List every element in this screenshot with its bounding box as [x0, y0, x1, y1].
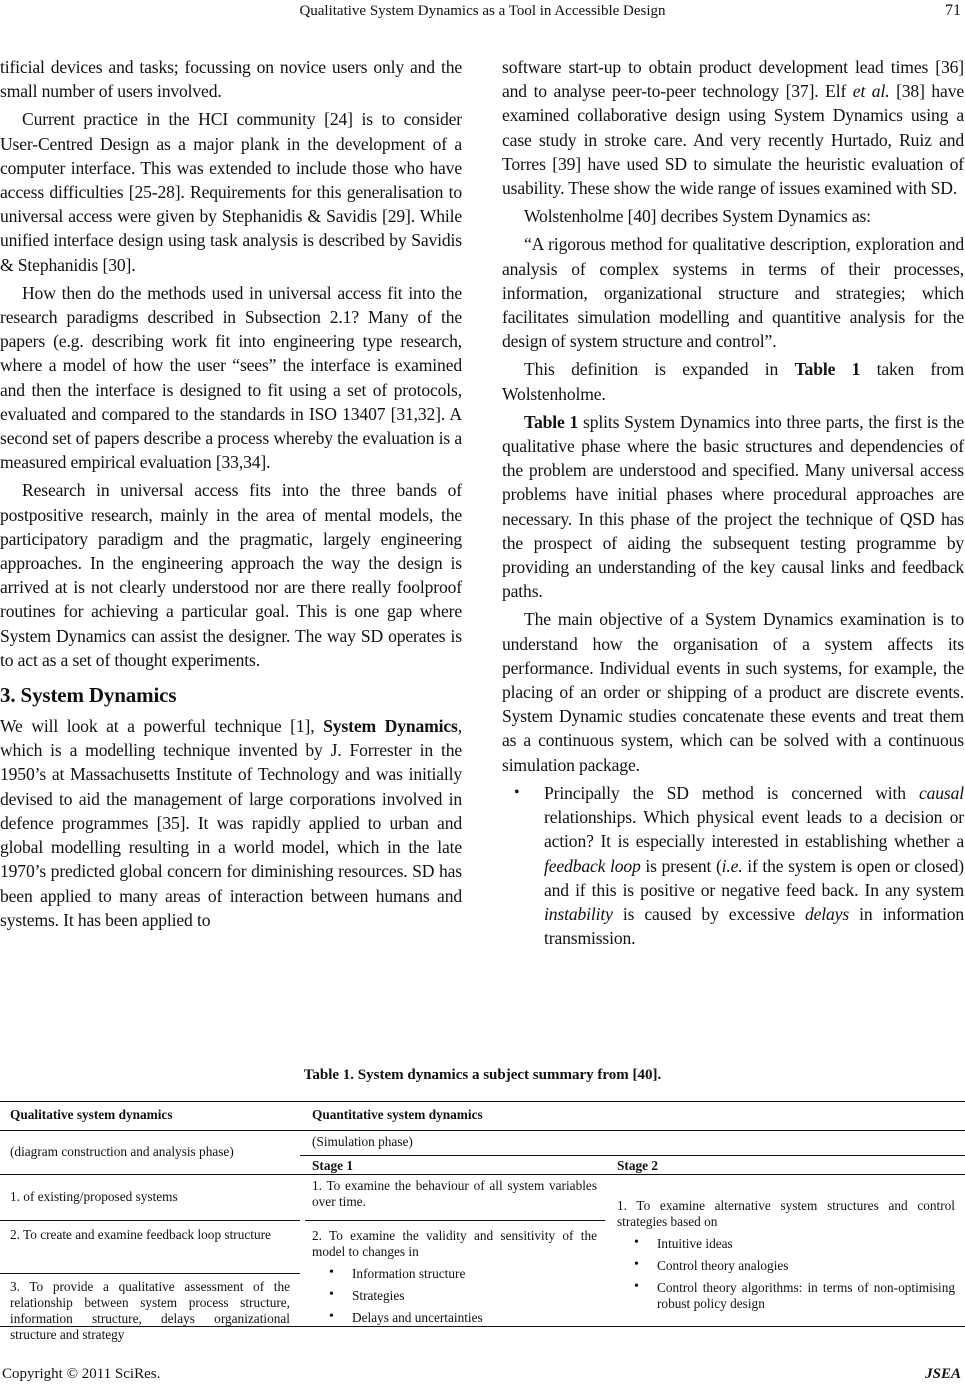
list-item: • Control theory algorithms: in terms of non-optimising robust policy design — [634, 1279, 955, 1311]
list-item: • Delays and uncertainties — [329, 1309, 483, 1325]
page-number: 71 — [945, 2, 961, 19]
simulation-phase: (Simulation phase) — [312, 1134, 413, 1149]
copyright: Copyright © 2011 SciRes. — [2, 1366, 161, 1382]
paragraph: Current practice in the HCI community [24] is to consider User-Centred Design as a major plank in the development of a computer interface. This was extended to include those who have access difficulties [25-28]. Requirements for this generalisation to universal access were given by Stephanidis & Savidis [29]. While unified interface design using task analysis is described by Savidis & Stephanidis [30]. — [0, 109, 462, 275]
journal-abbrev: JSEA — [925, 1366, 961, 1382]
stage-1-header: Stage 1 — [312, 1158, 353, 1173]
list-item: • Intuitive ideas — [634, 1235, 733, 1251]
table-rule — [305, 1220, 605, 1221]
left-column — [0, 55, 462, 932]
paragraph: software start-up to obtain product development lead times [36] and to analyse peer-to-peer technology [37]. Elf et al. [38] have examined collaborative design using System Dynamics using a case study in stroke care. And very recently Hurtado, Ruiz and Torres [39] have used SD to simulate the heuristic evaluation of usability. These show the wide range of issues examined with SD. — [502, 57, 964, 199]
qualitative-row-1: 1. of existing/proposed systems — [10, 1189, 178, 1204]
bullet-icon: • — [329, 1287, 334, 1302]
stage-2-bullet-list — [617, 1236, 955, 1312]
stage-2-header: Stage 2 — [617, 1158, 658, 1173]
table-reference: Table 1 — [524, 411, 579, 432]
qualitative-row-2: 2. To create and examine feedback loop structure — [10, 1227, 271, 1242]
table-rule — [0, 1101, 965, 1102]
bold-term: System Dynamics — [323, 716, 458, 737]
paragraph: This definition is expanded in Table 1 taken from Wolstenholme. — [502, 359, 964, 404]
bullet-icon: • — [634, 1257, 639, 1272]
paragraph: We will look at a powerful technique [1], System Dynamics, which is a modelling technique invented by J. Forrester in the 1950’s at Massachusetts Institute of Technology and was initially devised to aid the management of large corporations involved in defence programmes [35]. It was rapidly applied to urban and global modelling resulting in a world model, which in the late 1970’s predicted global concern for diminishing resources. SD has been applied to many areas of interaction between humans and systems. It has been applied to — [0, 716, 462, 930]
list-item: • Principally the SD method is concerned with causal relationships. Which physical event leads to a decision or action? It is especially interested in establishing whether a feedback loop is present (i.e. if the system is open or closed) and if this is positive or negative feed back. In any system instability is caused by excessive delays in information transmission. — [514, 782, 965, 949]
stage-1-row-2: 2. To examine the validity and sensitivity of the model to changes in • Information structure • Strategies • Delays and uncertainties — [312, 1228, 597, 1325]
stage-1-row-1: 1. To examine the behaviour of all system variables over time. — [312, 1178, 597, 1209]
qualitative-row-3: 3. To provide a qualitative assessment of the relationship between system process structure, information structure, delays organizational structure and strategy — [10, 1279, 290, 1342]
bullet-list — [502, 781, 964, 950]
table-rule — [0, 1273, 300, 1274]
bullet-icon: • — [634, 1235, 639, 1250]
bullet-icon: • — [514, 783, 520, 801]
stage-1-bullet-list — [312, 1266, 597, 1326]
paragraph: The main objective of a System Dynamics examination is to understand how the organisation of a system affects its performance. Individual events in such systems, for example, the placing of an order or shipping of a product are discrete events. System Dynamic studies concatenate these events and treat them as a continuous system, which can be solved with a continuous simulation package. — [502, 609, 964, 775]
paragraph: Research in universal access fits into the three bands of postpositive research, mainly in the area of mental models, the participatory paradigm and the pragmatic, largely engineering approaches. In the engineering approach the way the design is arrived at is not clearly understood nor are there really foolproof routines for achieving a particular goal. This is one gap where System Dynamics can assist the designer. The way SD operates is to act as a set of thought experiments. — [0, 480, 462, 670]
paragraph: How then do the methods used in universal access fit into the research paradigms described in Subsection 2.1? Many of the papers (e.g. describing work fit into engineering type research, where a model of how the user “sees” the interface is examined and then the interface is designed to fit using a set of protocols, evaluated and compared to the standards in ISO 13407 [31,32]. A second set of papers describe a process whereby the evaluation is a measured empirical evaluation [33,34]. — [0, 282, 462, 473]
table-rule — [0, 1130, 965, 1131]
paragraph: Wolstenholme [40] decribes System Dynamics as: — [524, 206, 871, 227]
stage-2-row-1: 1. To examine alternative system structures and control strategies based on • Intuitive ideas • Control theory analogies • Control theory algorithms: in terms of non-optimising robust policy design — [617, 1198, 955, 1311]
table-caption: Table 1. System dynamics a subject summary from [40]. — [303, 1067, 662, 1083]
running-head-title: Qualitative System Dynamics as a Tool in Accessible Design — [299, 3, 666, 19]
qualitative-phase: (diagram construction and analysis phase) — [10, 1144, 234, 1159]
table-rule — [300, 1155, 965, 1156]
list-item: • Information structure — [329, 1265, 466, 1281]
list-item: • Control theory analogies — [634, 1257, 789, 1273]
quotation: “A rigorous method for qualitative description, exploration and analysis of complex systems in terms of their processes, information, organizational structure and strategies; which facilitates simulation modelling and quantitive analysis for the design of system structure and control”. — [502, 234, 964, 352]
paragraph: Table 1 splits System Dynamics into three parts, the first is the qualitative phase where the basic structures and dependencies of the problem are understood and specified. Many universal access problems have initial phases where procedural approaches are necessary. In this phase of the project the technique of QSD has the prospect of aiding the subsequent testing programme by providing an understanding of the key causal links and feedback paths. — [502, 411, 965, 602]
header-qualitative: Qualitative system dynamics — [10, 1107, 173, 1122]
right-column — [502, 55, 964, 950]
bullet-icon: • — [329, 1309, 334, 1324]
bullet-icon: • — [634, 1279, 639, 1294]
section-heading: 3. System Dynamics — [0, 683, 177, 708]
paragraph: tificial devices and tasks; focussing on novice users only and the small number of users involved. — [0, 57, 462, 102]
table-rule — [0, 1174, 965, 1175]
bullet-icon: • — [329, 1265, 334, 1280]
table-reference: Table 1 — [794, 359, 861, 380]
list-item: • Strategies — [329, 1287, 405, 1303]
table-rule — [0, 1220, 300, 1221]
header-quantitative: Quantitative system dynamics — [312, 1107, 483, 1122]
summary-table — [0, 1090, 965, 1342]
